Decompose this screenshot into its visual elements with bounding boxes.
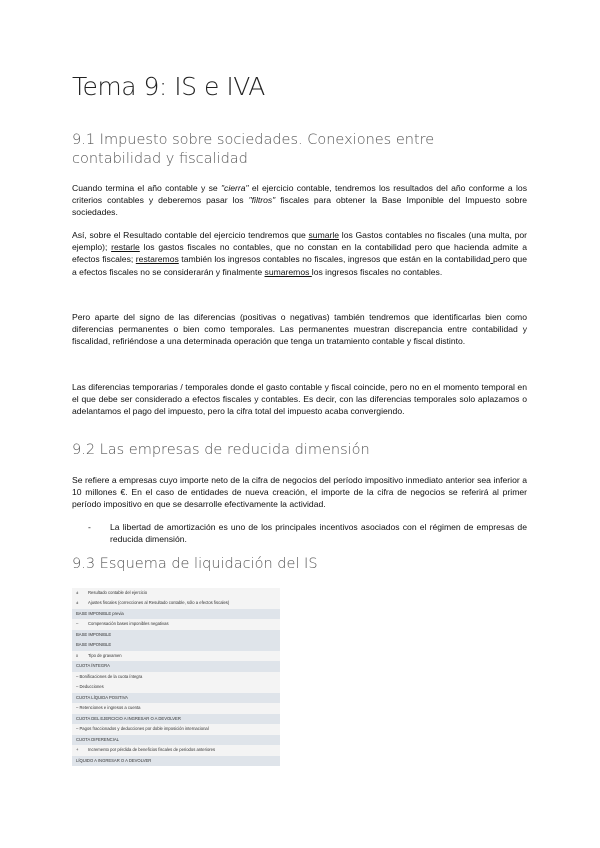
- row-operator: ±: [76, 600, 79, 606]
- row-label: BASE IMPONIBLE: [76, 642, 112, 648]
- row-label: – Retenciones e ingresos a cuenta: [76, 705, 141, 711]
- row-label: Resultado contable del ejercicio: [88, 590, 148, 595]
- row-label: – Pagos fraccionados y deducciones por doble imposición internacional: [76, 726, 209, 732]
- paragraph-ajustes: Así, sobre el Resultado contable del ejercicio tendremos que sumarle los Gastos contables no fiscales (una multa, por ejemplo); restarle los gastos fiscales no contables, que no constan en la contabilidad pero que hacienda admite a efectos fiscales; restaremos también los ingresos contables no fiscales, ingresos que están en la contabilidad pero que a efectos fiscales no se considerarán y finalmente sumaremos los ingresos fiscales no contables.: [72, 230, 527, 277]
- table-row: [72, 672, 280, 682]
- paragraph-temporales: Las diferencias temporarias / temporales donde el gasto contable y fiscal coincide, pero no en el momento temporal en el que debe ser considerado a efectos fiscales y contables. Es decir, con las diferencias temporales solo aplazamos o adelantamos el pago del impuesto, pero la cifra total del impuesto acaba convergiendo.: [72, 382, 527, 417]
- bullet-text: La libertad de amortización es uno de los principales incentivos asociados con el régimen de empresas de reducida dimensión.: [110, 522, 527, 545]
- row-label: CUOTA DEL EJERCICIO A INGRESAR O A DEVOLVER: [76, 715, 181, 721]
- table-row: [72, 609, 280, 619]
- row-operator: –: [76, 621, 79, 627]
- row-label: LÍQUIDO A INGRESAR O A DEVOLVER: [76, 757, 152, 763]
- row-operator: ±: [76, 590, 79, 595]
- table-row: [72, 724, 280, 734]
- table-row: [72, 735, 280, 745]
- row-label: – Bonificaciones de la cuota íntegra: [76, 673, 143, 679]
- page-title: Tema 9: IS e IVA: [72, 72, 265, 101]
- paragraph-reducida-dimension: Se refiere a empresas cuyo importe neto de la cifra de negocios del período impositivo inmediato anterior sea inferior a 10 millones €. En el caso de entidades de nueva creación, el importe de la cifra de negocios se referirá al primer período impositivo en que se desarrolle efectivamente la actividad.: [72, 475, 527, 510]
- row-label: BASE IMPONIBLE: [76, 631, 112, 637]
- table-row: [72, 619, 280, 629]
- table-row: [72, 651, 280, 661]
- section-heading-9-2: 9.2 Las empresas de reducida dimensión: [72, 442, 370, 458]
- table-row: [72, 682, 280, 692]
- row-label: Tipo de gravamen: [88, 652, 122, 658]
- row-label: CUOTA ÍNTEGRA: [76, 663, 110, 669]
- row-operator: +: [76, 747, 79, 753]
- table-row: [72, 598, 280, 608]
- table-row: [72, 756, 280, 766]
- section-heading-9-1: 9.1 Impuesto sobre sociedades. Conexiones entre contabilidad y fiscalidad: [72, 132, 435, 167]
- liquidation-scheme-table: [72, 588, 280, 766]
- row-operator: x: [76, 652, 79, 658]
- table-row: [72, 630, 280, 640]
- paragraph-cierre: Cuando termina el año contable y se "cierra" el ejercicio contable, tendremos los resultados del año conforme a los criterios contables y deberemos pasar los "filtros" fiscales para obtener la Base Imponible del Impuesto sobre sociedades.: [72, 183, 527, 218]
- table-row: [72, 714, 280, 724]
- row-label: CUOTA DIFERENCIAL: [76, 736, 119, 742]
- section-heading-9-3: 9.3 Esquema de liquidación del IS: [72, 556, 318, 572]
- row-label: BASE IMPONIBLE previa: [76, 610, 124, 616]
- table-row: [72, 745, 280, 755]
- row-label: Ajustes fiscales (correcciones al Resultado contable, sólo a efectos fiscales): [88, 600, 230, 606]
- table-row: [72, 588, 280, 598]
- row-label: Compensación bases imponibles negativas: [88, 621, 169, 627]
- bullet-dash: -: [88, 522, 91, 532]
- table-row: [72, 661, 280, 671]
- row-label: Incremento por pérdida de beneficios fiscales de periodos anteriores: [88, 747, 216, 753]
- table-row: [72, 693, 280, 703]
- row-label: CUOTA LÍQUIDA POSITIVA: [76, 694, 128, 700]
- table-row: [72, 703, 280, 713]
- paragraph-diferencias: Pero aparte del signo de las diferencias (positivas o negativas) también tendremos que identificarlas bien como diferencias permanentes o bien como temporales. Las permanentes muestran discrepancia entre contabilidad y fiscalidad, refiriéndose a una determinada operación que tenga un tratamiento contable y fiscal distinto.: [72, 312, 527, 347]
- table-row: [72, 640, 280, 650]
- row-label: – Deducciones: [76, 684, 104, 690]
